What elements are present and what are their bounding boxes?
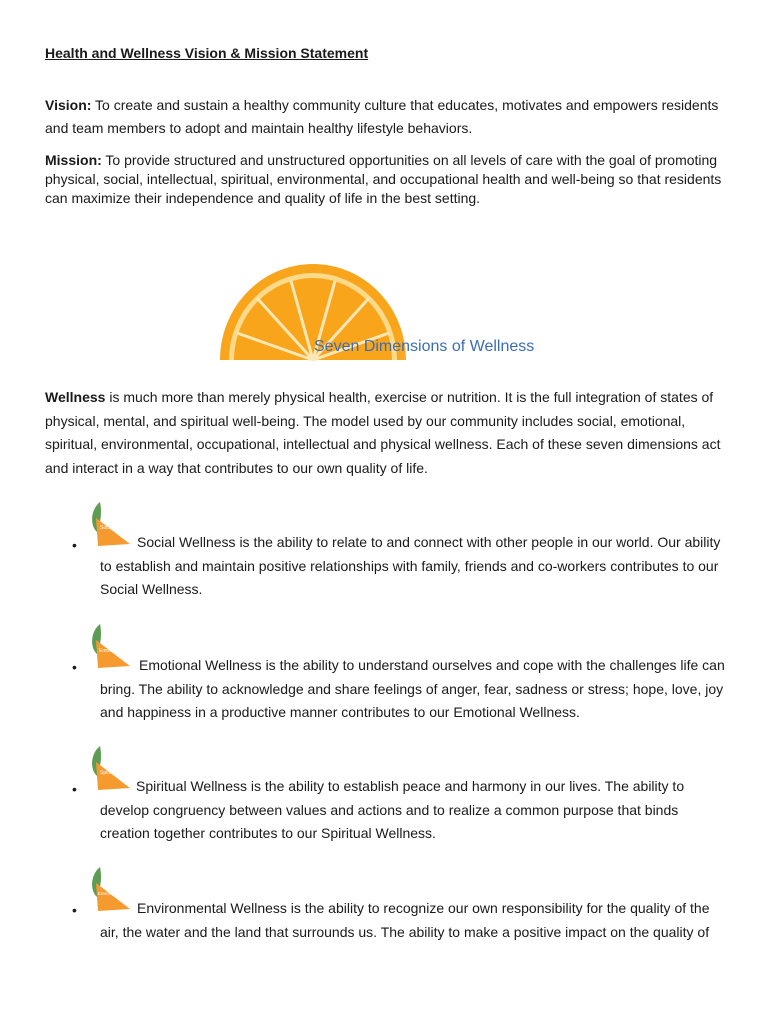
emotional-text: Emotional Wellness is the ability to understand ourselves and cope with the challenges life can bring. The ability to acknowledge and share feelings of anger, fear, sadness or stress; hope, love, joy and happiness in a productive manner contributes to our Emotional Wellness. [100,657,725,720]
page-title: Health and Wellness Vision & Mission Statement [45,45,369,61]
environmental-icon-label: Environmental [98,891,125,896]
wellness-text: is much more than merely physical health, exercise or nutrition. It is the full integration of states of physical, mental, and spiritual well-being. The model used by our community includes social, emotional, spiritual, environmental, occupational, intellectual and physical wellness. Each of these seven dimensions act and interact in a way that contributes to our own quality of life. [45,389,721,476]
vision-text: To create and sustain a healthy community culture that educates, motivates and empowers residents and team members to adopt and maintain healthy lifestyle behaviors. [45,97,719,136]
environmental-text: Environmental Wellness is the ability to recognize our own responsibility for the quality of the air, the water and the land that surrounds us. The ability to make a positive impact on the quality of [100,900,710,940]
mission-label: Mission: [45,152,102,168]
emotional-wellness-text [100,654,725,725]
vision-paragraph [45,94,735,140]
bullet-dot: • [72,537,77,553]
social-icon-label: Social [100,525,114,531]
social-wellness-text [100,531,725,602]
emotional-icon-label: Emotional [99,648,122,654]
spiritual-wellness-text [100,775,725,846]
wellness-label: Wellness [45,389,106,405]
wellness-paragraph [45,386,735,480]
bullet-dot: • [72,659,77,675]
bullet-dot: • [72,781,77,797]
spiritual-icon-label: Spiritual [100,770,119,776]
vision-label: Vision: [45,97,92,113]
bullet-dot: • [72,902,77,918]
social-text: Social Wellness is the ability to relate to and connect with other people in our world. Our ability to establish and maintain positive relationships with family, friends and co-workers contributes to our Social Wellness. [100,534,721,597]
mission-paragraph [45,151,735,208]
environmental-wellness-text [100,897,725,944]
mission-text: To provide structured and unstructured opportunities on all levels of care with the goal of promoting physical, social, intellectual, spiritual, environmental, and occupational health and well-being so that residents can maximize their independence and quality of life in the best setting. [45,152,722,206]
spiritual-text: Spiritual Wellness is the ability to establish peace and harmony in our lives. The ability to develop congruency between values and actions and to realize a common purpose that binds creation together contributes to our Spiritual Wellness. [100,778,685,841]
logo-caption: Seven Dimensions of Wellness [314,338,535,355]
